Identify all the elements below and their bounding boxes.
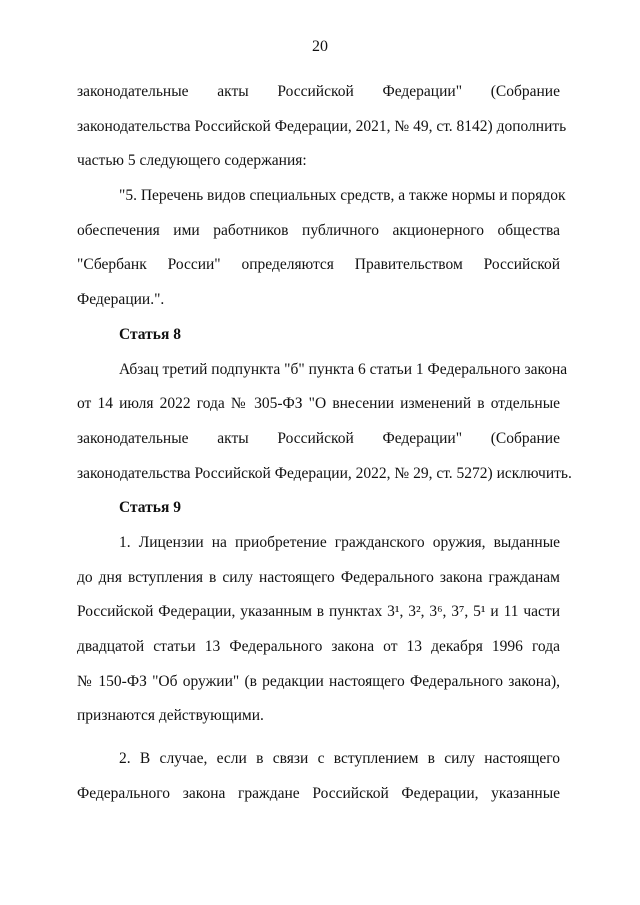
text-line: до дня вступления в силу настоящего Федерального закона гражданам bbox=[77, 568, 560, 586]
text-line: № 150-ФЗ "Об оружии" (в редакции настоящего Федерального закона), bbox=[77, 672, 560, 690]
text-line: 2. В случае, если в связи с вступлением в силу настоящего bbox=[119, 750, 560, 768]
text-line: Федерации.". bbox=[77, 291, 165, 309]
text-line: "Сбербанк России" определяются Правительством Российской bbox=[77, 256, 560, 274]
text-line: частью 5 следующего содержания: bbox=[77, 152, 307, 170]
text-line: обеспечения ими работников публичного акционерного общества bbox=[77, 221, 560, 239]
text-line: законодательные акты Российской Федерации" (Собрание bbox=[77, 83, 560, 100]
text-line: от 14 июля 2022 года № 305-ФЗ "О внесении изменений в отдельные bbox=[77, 395, 560, 413]
paragraph-quote-part-5 bbox=[77, 179, 566, 318]
text-line: Федерального закона граждане Российской Федерации, указанные bbox=[77, 784, 560, 802]
text-line: законодательства Российской Федерации, 2021, № 49, ст. 8142) дополнить bbox=[77, 117, 567, 135]
document-body bbox=[77, 75, 572, 811]
text-line: законодательства Российской Федерации, 2022, № 29, ст. 5272) исключить. bbox=[77, 464, 572, 482]
text-line: "5. Перечень видов специальных средств, а также нормы и порядок bbox=[119, 187, 566, 205]
paragraph-continuation bbox=[77, 75, 567, 179]
article-heading: Статья 9 bbox=[119, 499, 181, 517]
text-line: признаются действующими. bbox=[77, 707, 264, 725]
text-line: Абзац третий подпункта "б" пункта 6 статьи 1 Федерального закона bbox=[119, 360, 568, 378]
page-number: 20 bbox=[312, 38, 328, 55]
paragraph-article-9-part-1 bbox=[77, 526, 560, 734]
paragraph-article-8 bbox=[77, 353, 572, 492]
text-line: законодательные акты Российской Федерации" (Собрание bbox=[77, 429, 560, 447]
text-line: двадцатой статьи 13 Федерального закона от 13 декабря 1996 года bbox=[77, 638, 560, 655]
text-line: 1. Лицензии на приобретение гражданского оружия, выданные bbox=[119, 533, 560, 551]
text-line: Российской Федерации, указанным в пунктах 3¹, 3², 3⁶, 3⁷, 5¹ и 11 части bbox=[77, 603, 560, 621]
article-heading: Статья 8 bbox=[119, 325, 181, 343]
paragraph-article-9-part-2 bbox=[77, 742, 560, 811]
